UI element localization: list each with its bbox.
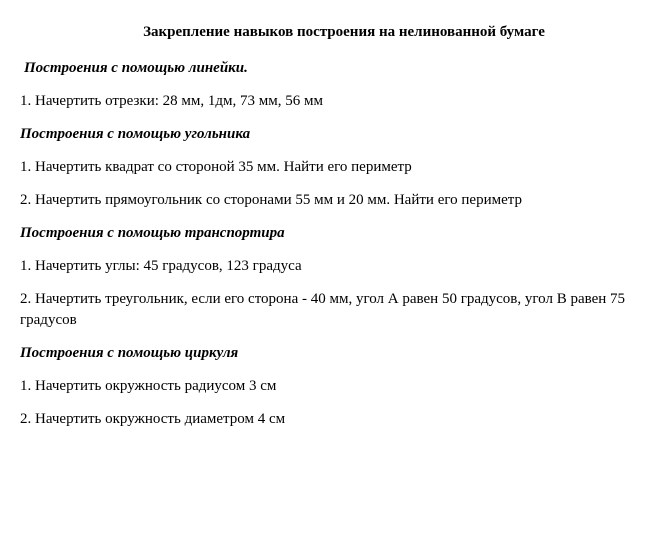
section-ruler	[20, 58, 660, 112]
document	[20, 22, 660, 442]
section-set-square	[20, 124, 660, 211]
section-protractor	[20, 223, 660, 331]
document-title: Закрепление навыков построения на нелинованной бумаге	[143, 24, 545, 40]
section-heading: Построения с помощью линейки.	[24, 60, 248, 76]
section-heading: Построения с помощью циркуля	[20, 345, 239, 361]
task-item: 2. Начертить окружность диаметром 4 см	[20, 411, 286, 427]
task-item: 1. Начертить углы: 45 градусов, 123 градуса	[20, 258, 302, 274]
task-item: 1. Начертить квадрат со стороной 35 мм. Найти его периметр	[20, 159, 412, 175]
task-item: 1. Начертить отрезки: 28 мм, 1дм, 73 мм, 56 мм	[20, 93, 323, 109]
task-item: 2. Начертить треугольник, если его сторона - 40 мм, угол А равен 50 градусов, угол В равен 75 градусов	[20, 291, 626, 328]
section-heading: Построения с помощью транспортира	[20, 225, 285, 241]
task-item: 1. Начертить окружность радиусом 3 см	[20, 378, 277, 394]
task-item: 2. Начертить прямоугольник со сторонами 55 мм и 20 мм. Найти его периметр	[20, 192, 522, 208]
section-compass	[20, 343, 660, 430]
section-heading: Построения с помощью угольника	[20, 126, 251, 142]
